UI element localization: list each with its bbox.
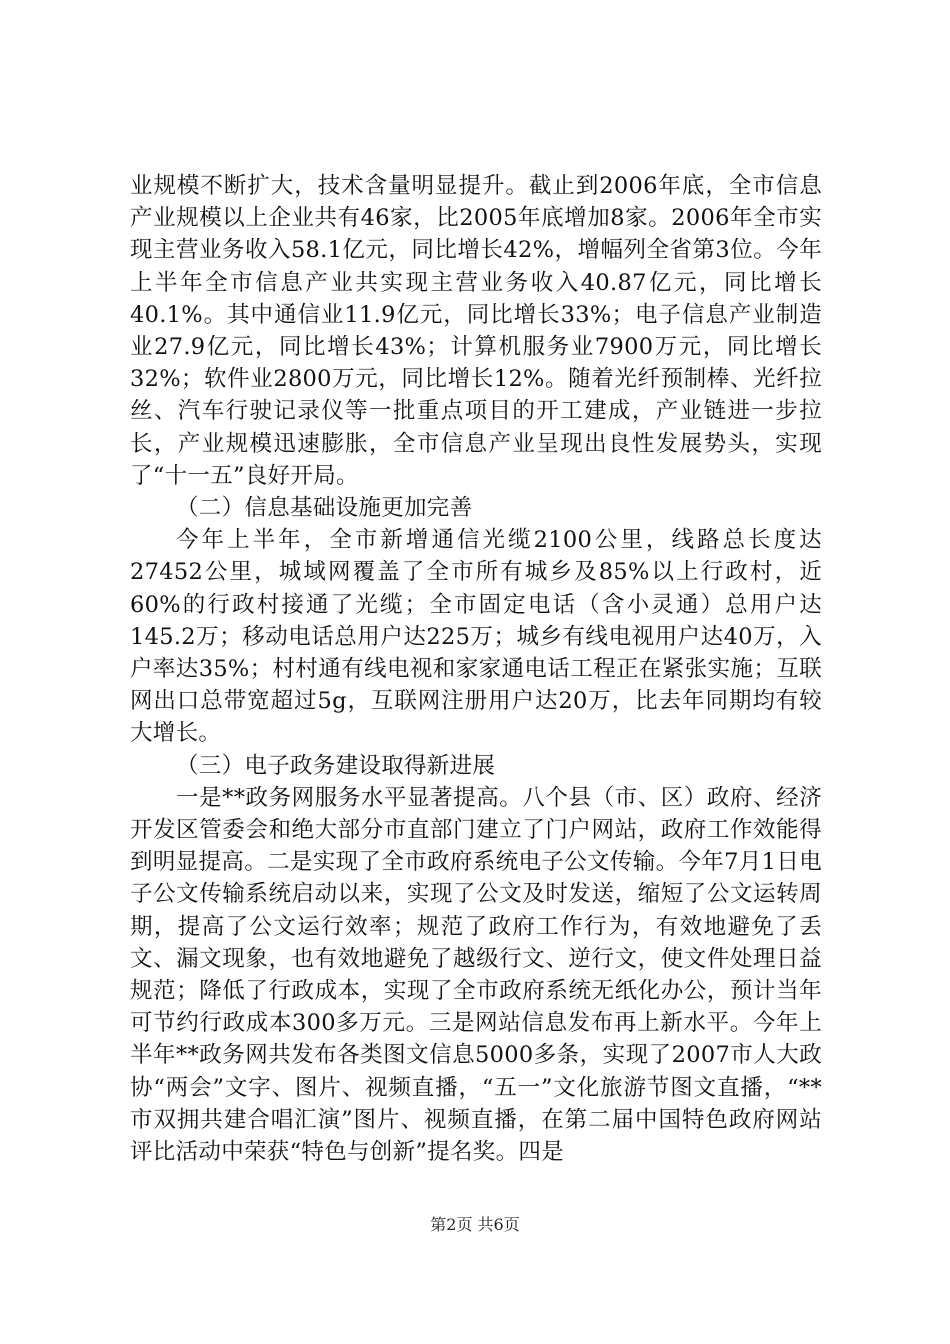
page-number-label: 第2页 共6页 (430, 1215, 520, 1234)
paragraph-infrastructure: 今年上半年，全市新增通信光缆2100公里，线路总长度达27452公里，城域网覆盖了全市所有城乡及85%以上行政村，近60%的行政村接通了光缆；全市固定电话（含小灵通）总用户达145.2万；移动电话总用户达225万；城乡有线电视用户达40万，入户率达35%；村村通有线电视和家家通电话工程正在紧张实施；互联网出口总带宽超过5g，互联网注册用户达20万，比去年同期均有较大增长。 (130, 527, 822, 747)
section-heading-infrastructure: （二）信息基础设施更加完善 (176, 495, 473, 522)
page-footer (0, 1215, 950, 1235)
body-text (130, 170, 822, 1168)
section-heading-egov: （三）电子政务建设取得新进展 (176, 752, 496, 779)
paragraph-egov: 一是**政务网服务水平显著提高。八个县（市、区）政府、经济开发区管委会和绝大部分市直部门建立了门户网站，政府工作效能得到明显提高。二是实现了全市政府系统电子公文传输。今年7月1日电子公文传输系统启动以来，实现了公文及时发送，缩短了公文运转周期，提高了公文运行效率；规范了政府工作行为，有效地避免了丢文、漏文现象，也有效地避免了越级行文、逆行文，使文件处理日益规范；降低了行政成本，实现了全市政府系统无纸化办公，预计当年可节约行政成本300多万元。三是网站信息发布再上新水平。今年上半年**政务网共发布各类图文信息5000多条，实现了2007市人大政协“两会”文字、图片、视频直播，“五一”文化旅游节图文直播，“**市双拥共建合唱汇演”图片、视频直播，在第二届中国特色政府网站评比活动中荣获“特色与创新”提名奖。四是 (130, 784, 822, 1166)
paragraph-industry-scale: 业规模不断扩大，技术含量明显提升。截止到2006年底，全市信息产业规模以上企业共有46家，比2005年底增加8家。2006年全市实现主营业务收入58.1亿元，同比增长42%，增幅列全省第3位。今年上半年全市信息产业共实现主营业务收入40.87亿元，同比增长40.1%。其中通信业11.9亿元，同比增长33%；电子信息产业制造业27.9亿元，同比增长43%；计算机服务业7900万元，同比增长32%；软件业2800万元，同比增长12%。随着光纤预制棒、光纤拉丝、汽车行驶记录仪等一批重点项目的开工建成，产业链进一步拉长，产业规模迅速膨胀，全市信息产业呈现出良性发展势头，实现了“十一五”良好开局。 (130, 173, 822, 489)
